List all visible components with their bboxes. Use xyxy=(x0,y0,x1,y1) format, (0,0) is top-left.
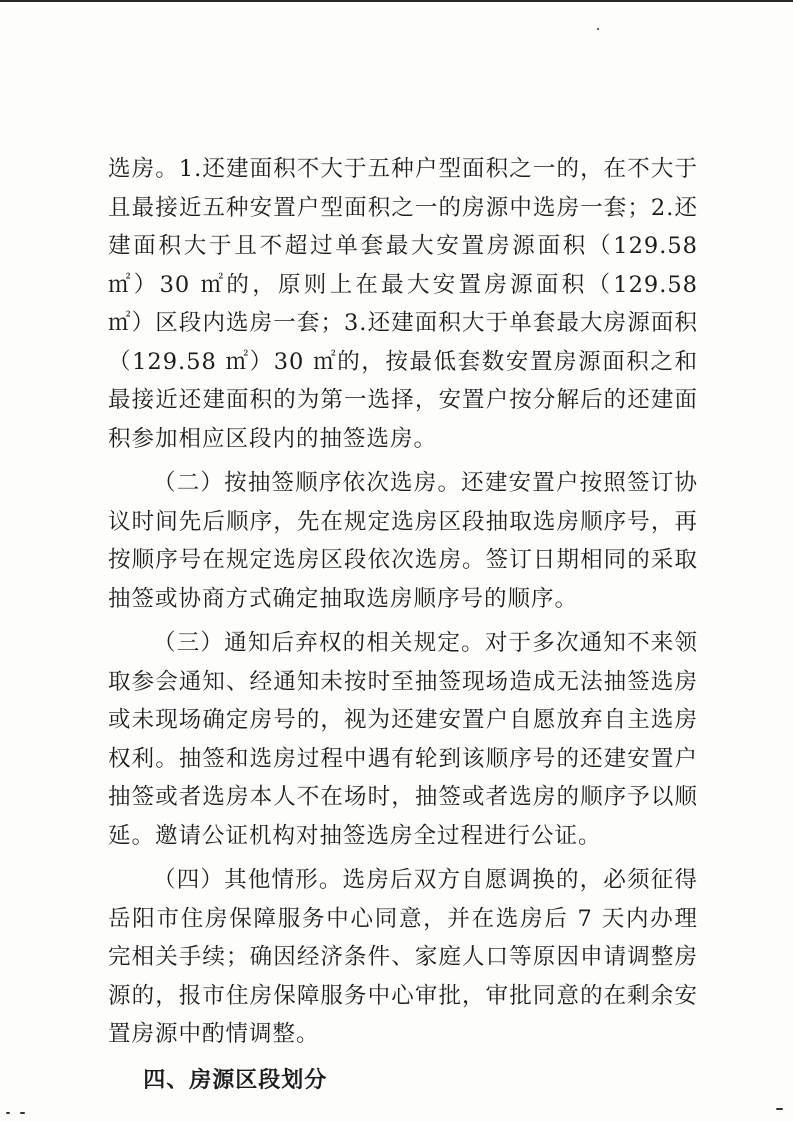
section-heading: 四、房源区段划分 xyxy=(143,1067,328,1093)
document-page xyxy=(108,150,698,1100)
paragraph-selection-rules: 选房。1.还建面积不大于五种户型面积之一的，在不大于且最接近五种安置户型面积之一的房源中选房一套；2.还建面积大于且不超过单套最大安置房源面积（129.58 ㎡）30 ㎡的，原则上在最大安置房源面积（129.58 ㎡）区段内选房一套；3.还建面积大于单套最大房源面积（129.58 ㎡）30 ㎡的，按最低套数安置房源面积之和最接近还建面积的为第一选择，安置户按分解后的还建面积参加相应区段内的抽签选房。 xyxy=(108,156,698,452)
scan-speck xyxy=(6,1112,10,1114)
scan-speck xyxy=(776,1108,783,1110)
paragraph-other-cases: （四）其他情形。选房后双方自愿调换的，必须征得岳阳市住房保障服务中心同意，并在选房后 7 天内办理完相关手续；确因经济条件、家庭人口等原因申请调整房源的，报市住房保障服务中心审批，审批同意的在剩余安置房源中酌情调整。 xyxy=(108,867,698,1047)
paragraph-forfeit-rules: （三）通知后弃权的相关规定。对于多次通知不来领取参会通知、经通知未按时至抽签现场造成无法抽签选房或未现场确定房号的，视为还建安置户自愿放弃自主选房权利。抽签和选房过程中遇有轮到该顺序号的还建安置户抽签或者选房本人不在场时，抽签或者选房的顺序予以顺延。邀请公证机构对抽签选房全过程进行公证。 xyxy=(108,630,698,849)
paragraph-lottery-order: （二）按抽签顺序依次选房。还建安置户按照签订协议时间先后顺序，先在规定选房区段抽取选房顺序号，再按顺序号在规定选房区段依次选房。签订日期相同的采取抽签或协商方式确定抽取选房顺序号的顺序。 xyxy=(108,470,698,612)
scan-speck xyxy=(597,28,599,30)
scan-speck xyxy=(20,1112,25,1114)
scan-top-edge xyxy=(0,0,793,2)
